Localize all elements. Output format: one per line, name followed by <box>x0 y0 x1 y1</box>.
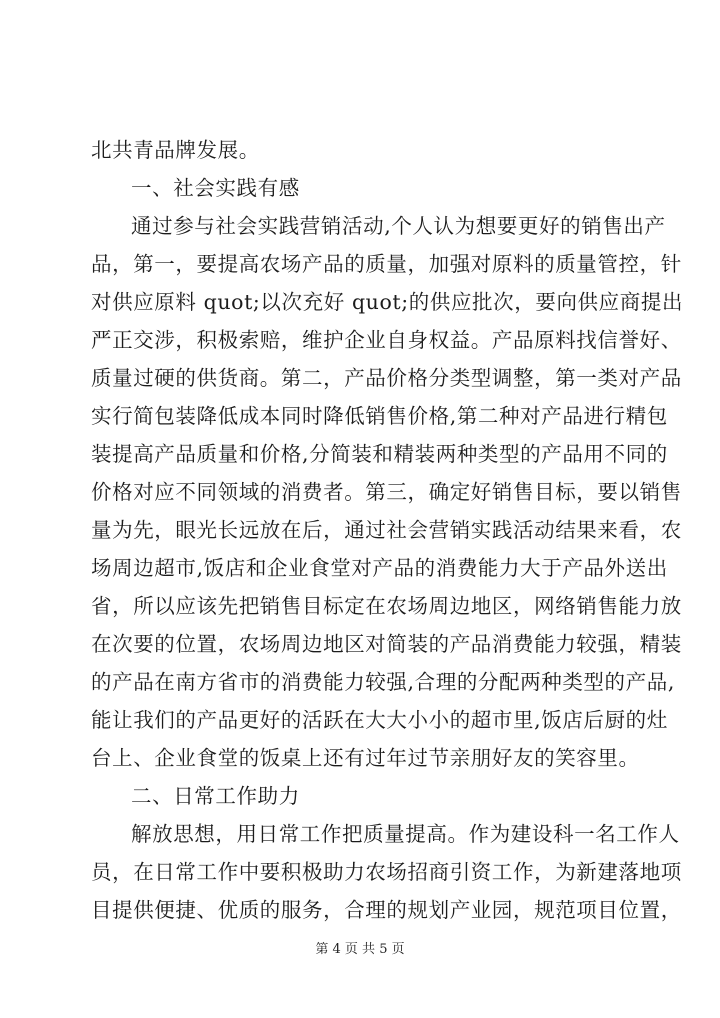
text-line: 质量过硬的供货商。第二，产品价格分类型调整，第一类对产品 <box>91 366 682 390</box>
text-line: 省，所以应该先把销售目标定在农场周边地区，网络销售能力放 <box>91 594 682 618</box>
text-line: 解放思想，用日常工作把质量提高。作为建设科一名工作人 <box>131 822 680 846</box>
text-line: 对供应原料 quot;以次充好 quot;的供应批次，要向供应商提出 <box>91 290 684 314</box>
text-line: 场周边超市,饭店和企业食堂对产品的消费能力大于产品外送出 <box>91 556 668 580</box>
text-line: 的产品在南方省市的消费能力较强,合理的分配两种类型的产品, <box>91 670 675 694</box>
text-line: 能让我们的产品更好的活跃在大大小小的超市里,饭店后厨的灶 <box>91 708 668 732</box>
section-heading: 二、日常工作助力 <box>131 784 300 808</box>
text-line: 价格对应不同领域的消费者。第三，确定好销售目标，要以销售 <box>91 480 682 504</box>
text-line: 通过参与社会实践营销活动,个人认为想要更好的销售出产 <box>131 214 666 238</box>
page-footer: 第 4 页 共 5 页 <box>315 942 405 957</box>
text-line: 品，第一，要提高农场产品的质量，加强对原料的质量管控，针 <box>91 252 682 276</box>
text-line: 北共青品牌发展。 <box>91 138 260 162</box>
text-line: 员，在日常工作中要积极助力农场招商引资工作，为新建落地项 <box>91 860 682 884</box>
text-line: 目提供便捷、优质的服务，合理的规划产业园，规范项目位置， <box>91 898 682 922</box>
section-heading: 一、社会实践有感 <box>131 176 300 200</box>
text-line: 量为先，眼光长远放在后，通过社会营销实践活动结果来看，农 <box>91 518 682 542</box>
text-line: 实行简包装降低成本同时降低销售价格,第二种对产品进行精包 <box>91 404 668 428</box>
text-line: 装提高产品质量和价格,分简装和精装两种类型的产品用不同的 <box>91 442 668 466</box>
text-line: 严正交涉，积极索赔，维护企业自身权益。产品原料找信誉好、 <box>91 328 682 352</box>
text-line: 台上、企业食堂的饭桌上还有过年过节亲朋好友的笑容里。 <box>91 746 640 770</box>
text-line: 在次要的位置，农场周边地区对简装的产品消费能力较强，精装 <box>91 632 682 656</box>
